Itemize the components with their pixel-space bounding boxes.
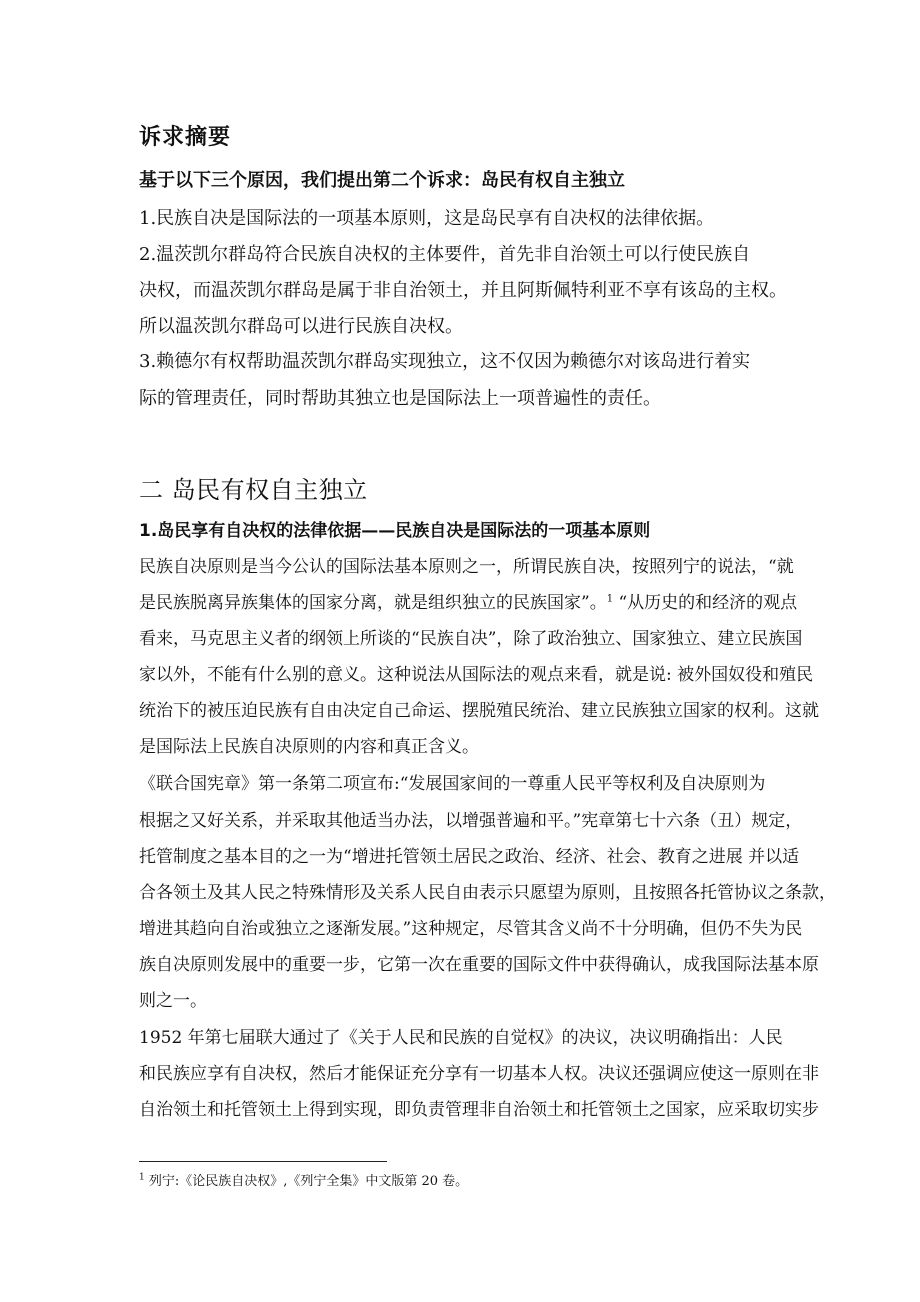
paragraph-line: 则之一。 — [139, 991, 207, 1011]
section-heading: 二 岛民有权自主独立 — [139, 476, 368, 504]
footnote-marker: 1 — [139, 1172, 145, 1183]
paragraph-line: 合各领土及其人民之特殊情形及关系人民自由表示只愿望为原则，且按照各托管协议之条款， — [139, 883, 836, 903]
paragraph-line: 《联合国宪章》第一条第二项宣布:“发展国家间的一尊重人民平等权利及自决原则为 — [139, 774, 766, 794]
summary-line: 2.温茨凯尔群岛符合民族自决权的主体要件，首先非自治领土可以行使民族自 — [139, 244, 751, 265]
summary-line: 3.赖德尔有权帮助温茨凯尔群岛实现独立，这不仅因为赖德尔对该岛进行着实 — [139, 351, 751, 372]
paragraph-line: 增进其趋向自治或独立之逐渐发展。”这种规定，尽管其含义尚不十分明确，但仍不失为民 — [139, 919, 803, 939]
summary-heading: 诉求摘要 — [139, 125, 232, 150]
paragraph-text: “从历史的和经济的观点 — [613, 593, 798, 613]
paragraph-line: 是国际法上民族自决原则的内容和真正含义。 — [139, 737, 479, 757]
paragraph-line: 家以外，不能有什么别的意义。这种说法从国际法的观点来看，就是说: 被外国奴役和殖民 — [139, 665, 814, 685]
paragraph-text: 是民族脱离异族集体的国家分离，就是组织独立的民族国家”。 — [139, 593, 607, 613]
summary-subheading: 基于以下三个原因，我们提出第二个诉求：岛民有权自主独立 — [139, 170, 625, 191]
paragraph-line: 和民族应享有自决权，然后才能保证充分享有一切基本人权。决议还强调应使这一原则在非 — [139, 1064, 819, 1084]
paragraph-line: 看来，马克思主义者的纲领上所谈的“民族自决”，除了政治独立、国家独立、建立民族国 — [139, 629, 803, 649]
paragraph-line: 根据之又好关系，并采取其他适当办法，以增强普遍和平。”宪章第七十六条（丑）规定， — [139, 811, 803, 831]
paragraph-line: 民族自决原则是当今公认的国际法基本原则之一，所谓民族自决，按照列宁的说法，“就 — [139, 557, 794, 577]
paragraph-line: 1952 年第七届联大通过了《关于人民和民族的自觉权》的决议，决议明确指出：人民 — [139, 1028, 783, 1048]
section-subheading: 1.岛民享有自决权的法律依据——民族自决是国际法的一项基本原则 — [139, 521, 651, 541]
paragraph-line: 族自决原则发展中的重要一步，它第一次在重要的国际文件中获得确认，成我国际法基本原 — [139, 955, 819, 975]
paragraph-line — [139, 588, 797, 613]
summary-line: 际的管理责任，同时帮助其独立也是国际法上一项普遍性的责任。 — [139, 388, 661, 409]
footnote-reference[interactable]: 1 — [606, 593, 614, 605]
paragraph-line: 自治领土和托管领土上得到实现，即负责管理非自治领土和托管领土之国家，应采取切实步 — [139, 1100, 819, 1120]
footnote-text: 列宁:《论民族自决权》,《列宁全集》中文版第 20 卷。 — [144, 1174, 469, 1189]
footnote-divider — [139, 1161, 387, 1162]
summary-line: 1.民族自决是国际法的一项基本原则，这是岛民享有自决权的法律依据。 — [139, 208, 715, 229]
footnote — [139, 1170, 468, 1189]
paragraph-line: 统治下的被压迫民族有自由决定自己命运、摆脱殖民统治、建立民族独立国家的权利。这就 — [139, 701, 819, 721]
summary-line: 所以温茨凯尔群岛可以进行民族自决权。 — [139, 316, 463, 337]
paragraph-line: 托管制度之基本目的之一为“增进托管领土居民之政治、经济、社会、教育之进展 并以适 — [139, 847, 800, 867]
summary-line: 决权，而温茨凯尔群岛是属于非自治领土，并且阿斯佩特利亚不享有该岛的主权。 — [139, 280, 787, 301]
